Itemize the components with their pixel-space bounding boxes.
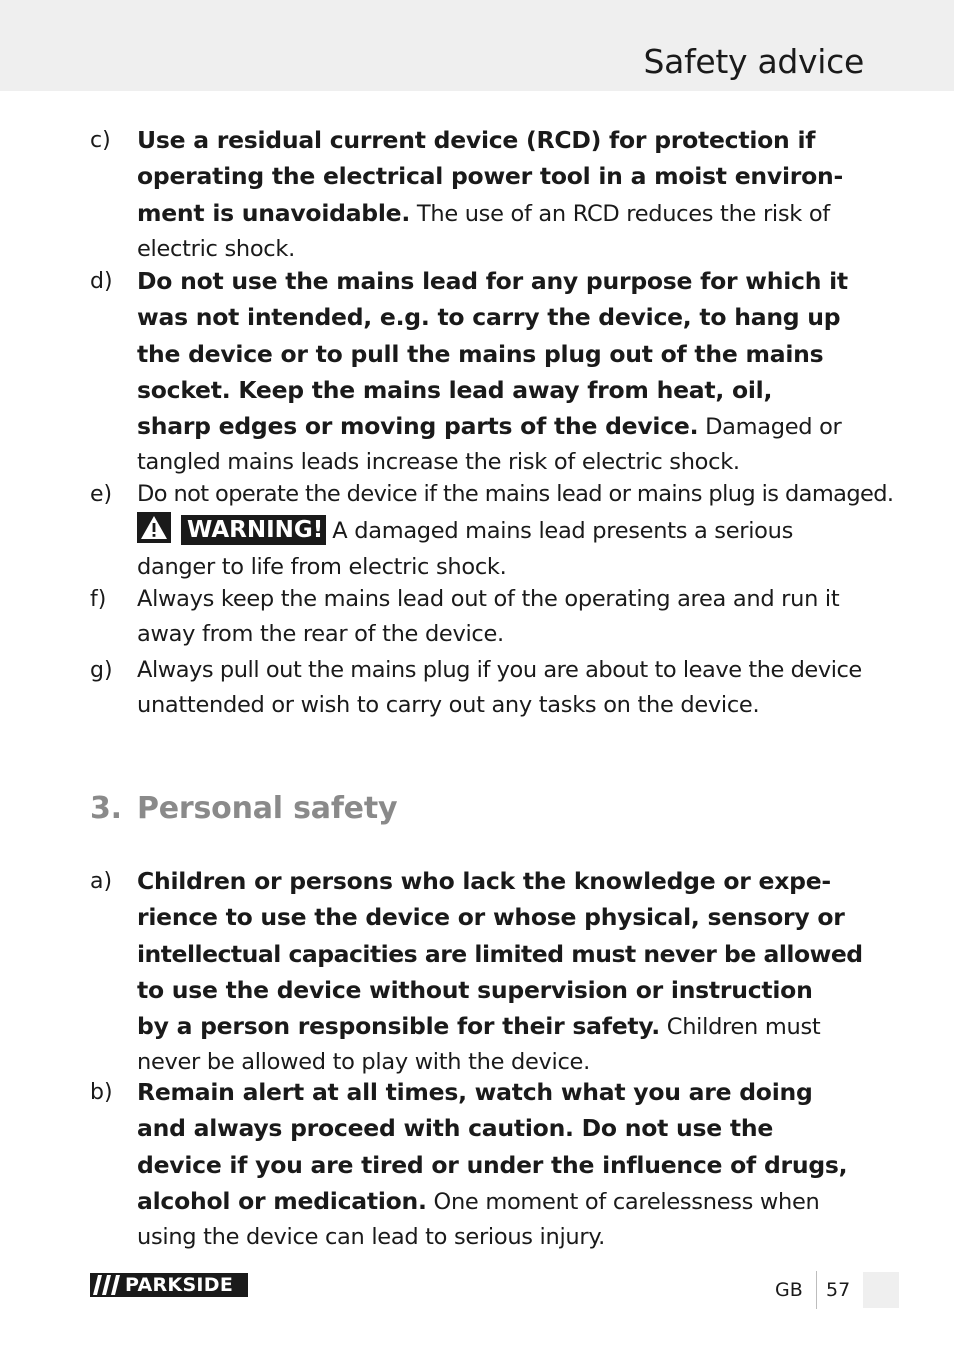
item-letter: e) — [90, 482, 113, 507]
section-number: 3. — [90, 791, 122, 826]
item-letter: a) — [90, 869, 113, 894]
section-title: Personal safety — [137, 791, 398, 826]
normal-text: A damaged mains lead presents a serious — [332, 518, 794, 545]
item-text — [137, 264, 871, 481]
bold-text: the device or to pull the mains plug out of the mains — [137, 339, 824, 368]
normal-text: tangled mains leads increase the risk of electric shock. — [137, 449, 740, 476]
bold-text: operating the electrical power tool in a moist environ- — [137, 162, 843, 191]
item-letter: d) — [90, 269, 113, 294]
normal-text: using the device can lead to serious injury. — [137, 1224, 605, 1251]
item-letter: c) — [90, 128, 111, 153]
item-letter: b) — [90, 1080, 113, 1105]
language-code: GB — [775, 1279, 803, 1301]
normal-text: never be allowed to play with the device. — [137, 1049, 590, 1076]
section-heading — [90, 787, 397, 831]
bold-text: Remain alert at all times, watch what you are doing — [137, 1078, 813, 1106]
normal-text: The use of an RCD reduces the risk of — [410, 200, 830, 227]
logo-stripes-icon — [93, 1275, 123, 1295]
bold-text: Use a residual current device (RCD) for protection if — [137, 126, 816, 154]
bold-text: sharp edges or moving parts of the device. — [137, 412, 699, 441]
normal-text: away from the rear of the device. — [137, 621, 504, 648]
bold-text: Children or persons who lack the knowledge or expe- — [137, 867, 831, 895]
item-text — [137, 582, 871, 653]
normal-text: Children must — [659, 1014, 821, 1041]
item-text — [137, 123, 871, 267]
normal-text: Do not operate the device if the mains lead or mains plug is damaged. — [137, 481, 894, 507]
bold-text: by a person responsible for their safety. — [137, 1012, 660, 1041]
item-letter: f) — [90, 587, 107, 612]
page-tab-marker — [863, 1272, 899, 1308]
parkside-logo — [90, 1273, 248, 1297]
bold-text: device if you are tired or under the influence of drugs, — [137, 1150, 848, 1179]
warning-triangle-icon — [137, 512, 171, 543]
page-number: 57 — [826, 1279, 851, 1301]
bold-text: socket. Keep the mains lead away from heat, oil, — [137, 375, 773, 404]
item-text — [137, 864, 871, 1081]
bold-text: and always proceed with caution. Do not use the — [137, 1114, 774, 1143]
footer-divider — [816, 1271, 817, 1309]
normal-text: One moment of carelessness when — [426, 1188, 820, 1215]
item-text — [137, 477, 894, 585]
bold-text: alcohol or medication. — [137, 1186, 427, 1215]
bold-text: to use the device without supervision or instruction — [137, 975, 813, 1004]
bold-text: Do not use the mains lead for any purpose for which it — [137, 267, 848, 295]
item-letter: g) — [90, 658, 113, 683]
normal-text: Always pull out the mains plug if you are about to leave the device — [137, 657, 862, 683]
normal-text: danger to life from electric shock. — [137, 553, 507, 580]
item-text — [137, 1075, 871, 1255]
normal-text: unattended or wish to carry out any tasks on the device. — [137, 692, 760, 719]
bold-text: intellectual capacities are limited must never be allowed — [137, 939, 863, 968]
header-band — [0, 0, 954, 91]
item-text — [137, 653, 871, 724]
bold-text: rience to use the device or whose physical, sensory or — [137, 903, 845, 932]
normal-text: electric shock. — [137, 235, 295, 262]
normal-text: Damaged or — [698, 414, 842, 441]
normal-text: Always keep the mains lead out of the operating area and run it — [137, 586, 840, 612]
bold-text: ment is unavoidable. — [137, 198, 411, 227]
bold-text: was not intended, e.g. to carry the device, to hang up — [137, 303, 841, 332]
brand-name: PARKSIDE — [125, 1274, 234, 1296]
warning-label: WARNING! — [181, 515, 326, 545]
page-title: Safety advice — [643, 42, 864, 81]
